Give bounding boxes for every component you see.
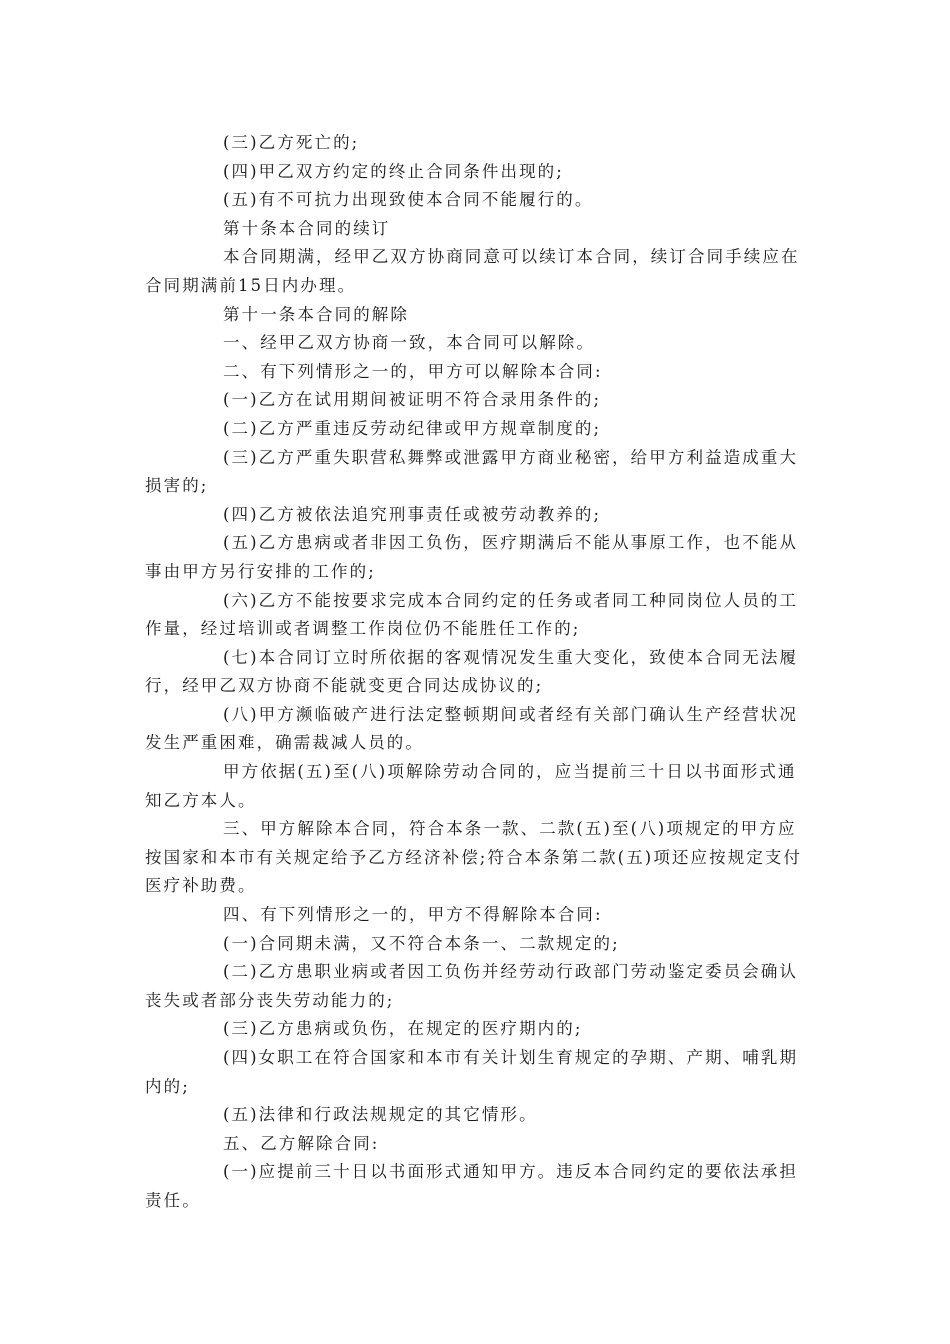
paragraph: (六)乙方不能按要求完成本合同约定的任务或者同工种同岗位人员的工作量，经过培训或者调整工作岗位仍不能胜任工作的;	[145, 590, 799, 639]
paragraph: (一)乙方在试用期间被证明不符合录用条件的;	[223, 390, 602, 410]
paragraph: (二)乙方患职业病或者因工负伤并经劳动行政部门劳动鉴定委员会确认丧失或者部分丧失劳动能力的;	[145, 962, 799, 1010]
paragraph: (五)有不可抗力出现致使本合同不能履行的。	[223, 190, 594, 210]
paragraph: (四)乙方被依法追究刑事责任或被劳动教养的;	[223, 504, 602, 524]
paragraph: (五)法律和行政法规规定的其它情形。	[223, 1105, 538, 1125]
paragraph: (四)女职工在符合国家和本市有关计划生育规定的孕期、产期、哺乳期内的;	[145, 1048, 799, 1096]
paragraph: (一)应提前三十日以书面形式通知甲方。违反本合同约定的要依法承担责任。	[145, 1162, 799, 1210]
document-body	[145, 129, 805, 1216]
paragraph: (二)乙方严重违反劳动纪律或甲方规章制度的;	[223, 418, 602, 438]
paragraph: 四、有下列情形之一的，甲方不得解除本合同:	[223, 905, 603, 925]
paragraph: (三)乙方严重失职营私舞弊或泄露甲方商业秘密，给甲方利益造成重大损害的;	[145, 447, 799, 496]
paragraph: 二、有下列情形之一的，甲方可以解除本合同:	[223, 361, 603, 381]
paragraph: 一、经甲乙双方协商一致，本合同可以解除。	[223, 333, 595, 353]
paragraph: (三)乙方死亡的;	[223, 133, 360, 152]
paragraph: 本合同期满，经甲乙双方协商同意可以续订本合同，续订合同手续应在合同期满前15日内办理。	[145, 247, 800, 295]
paragraph: (四)甲乙双方约定的终止合同条件出现的;	[223, 161, 564, 181]
section-heading: 第十一条本合同的解除	[223, 304, 409, 324]
paragraph: 三、甲方解除本合同，符合本条一款、二款(五)至(八)项规定的甲方应按国家和本市有关规定给予乙方经济补偿;符合本条第二款(五)项还应按规定支付医疗补助费。	[145, 819, 803, 896]
paragraph: (八)甲方濒临破产进行法定整顿期间或者经有关部门确认生产经营状况发生严重困难，确需裁减人员的。	[145, 704, 799, 753]
paragraph: (五)乙方患病或者非因工负伤，医疗期满后不能从事原工作，也不能从事由甲方另行安排的工作的;	[145, 533, 799, 581]
section-heading: 第十条本合同的续订	[223, 218, 391, 238]
paragraph: 甲方依据(五)至(八)项解除劳动合同的，应当提前三十日以书面形式通知乙方本人。	[145, 762, 797, 810]
paragraph: (七)本合同订立时所依据的客观情况发生重大变化，致使本合同无法履行，经甲乙双方协商不能就变更合同达成协议的;	[145, 647, 799, 696]
paragraph: 五、乙方解除合同:	[223, 1133, 380, 1153]
paragraph: (一)合同期未满，又不符合本条一、二款规定的;	[223, 933, 620, 953]
paragraph: (三)乙方患病或负伤，在规定的医疗期内的;	[223, 1019, 583, 1039]
